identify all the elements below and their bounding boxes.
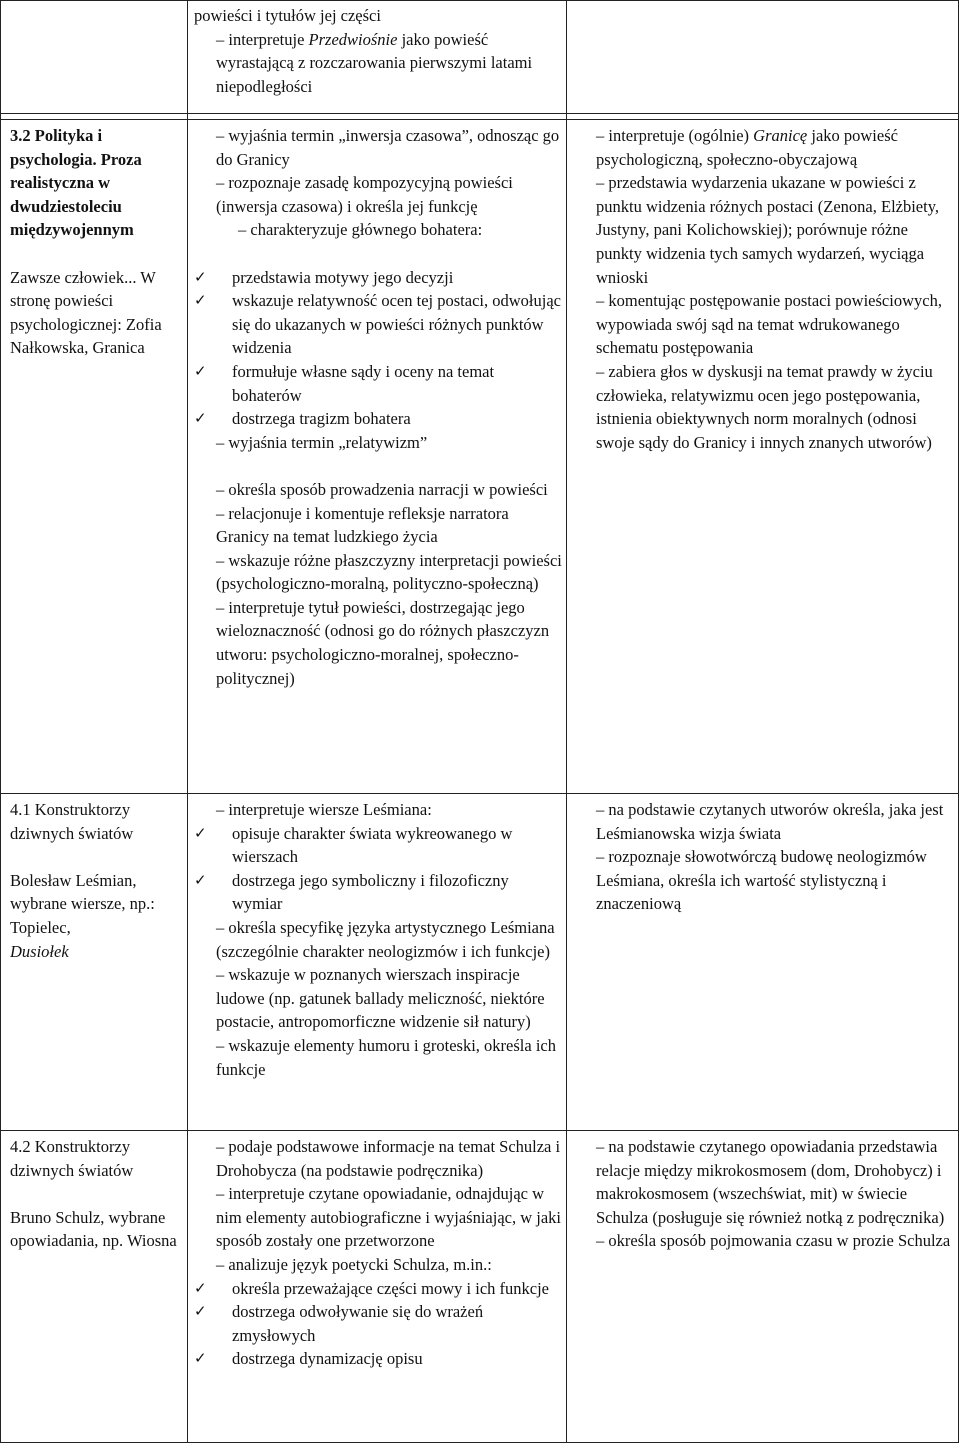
row1-extended-cell: [574, 124, 954, 792]
list-item: – rozpoznaje słowotwórczą budowę neologizmów Leśmiana, określa ich wartość stylistyczną i znaczeniową: [596, 847, 927, 914]
row0-text: powieści i tytułów jej części: [194, 6, 381, 25]
row0-basic-cell: [194, 4, 560, 112]
list-item: – na podstawie czytanych utworów określa, jaka jest Leśmianowska wizja świata: [596, 800, 944, 843]
checkmark-icon: ✓: [194, 1302, 207, 1321]
checkmark-icon: ✓: [194, 267, 207, 286]
section-subtitle: Bolesław Leśmian, wybrane wiersze, np.: Topielec,: [10, 870, 155, 937]
check-item: ✓ przedstawia motywy jego decyzji: [194, 266, 562, 290]
row3-section-cell: [10, 1135, 182, 1435]
row3-basic-cell: [194, 1135, 562, 1442]
list-item: – interpretuje tytuł powieści, dostrzegając jego wieloznaczność (odnosi go do różnych płaszczyzn utworu: psychologiczno-moralnej, społeczno-politycznej): [216, 597, 550, 688]
list-item: – na podstawie czytanego opowiadania przedstawia relacje między mikrokosmosem (dom, Drohobycz) i makrokosmosem (wszechświat, mit) w świecie Schulza (posługuje się również notką z podręcznika): [596, 1137, 945, 1227]
row2-section-cell: [10, 798, 182, 1128]
checkmark-icon: ✓: [194, 870, 207, 889]
check-item: ✓ określa przeważające części mowy i ich funkcje: [194, 1277, 562, 1301]
list-item: – wyjaśnia termin „inwersja czasowa”, odnosząc go do Granicy: [216, 126, 560, 169]
section-title: 4.1 Konstruktorzy dziwnych światów: [10, 800, 134, 843]
list-item: – interpretuje (ogólnie) Granicę jako powieść psychologiczną, społeczno-obyczajową: [596, 126, 898, 169]
list-item: – relacjonuje i komentuje refleksje narratora Granicy na temat ludzkiego życia: [216, 503, 509, 547]
row2-extended-cell: [574, 798, 954, 1128]
list-item: – określa sposób prowadzenia narracji w powieści: [216, 479, 548, 499]
list-item: – rozpoznaje zasadę kompozycyjną powieści (inwersja czasowa) i określa jej funkcję: [216, 173, 513, 216]
list-item: – wskazuje różne płaszczyzny interpretacji powieści (psychologiczno-moralną, polityczno-społeczną): [216, 550, 562, 594]
check-item: ✓ formułuje własne sądy i oceny na temat bohaterów: [194, 361, 495, 405]
list-item: – wskazuje w poznanych wierszach inspiracje ludowe (np. gatunek ballady meliczność, niektóre postacie, antropomorficzne widzenie sił natury): [216, 965, 545, 1032]
list-item: – interpretuje czytane opowiadanie, odnajdując w nim elementy autobiograficzne i wyjaśniając, w jaki sposób zostały one przetworzone: [216, 1184, 562, 1251]
section-title: 4.2 Konstruktorzy dziwnych światów: [10, 1137, 134, 1180]
check-item: ✓ dostrzega tragizm bohatera: [194, 407, 562, 431]
section-title: 3.2 Polityka i psychologia. Proza realistyczna w dwudziestoleciu międzywojennym: [10, 126, 142, 240]
list-item: – podaje podstawowe informacje na temat Schulza i Drohobycza (na podstawie podręcznika): [216, 1137, 561, 1180]
list-item: – określa specyfikę języka artystycznego Leśmiana (szczególnie charakter neologizmów i ich funkcje): [216, 917, 555, 961]
list-item: – komentując postępowanie postaci powieściowych, wypowiada swój sąd na temat wdrukowanego schematu postępowania: [596, 291, 942, 358]
checkmark-icon: ✓: [194, 1349, 207, 1368]
list-item: – określa sposób pojmowania czasu w prozie Schulza: [596, 1231, 951, 1251]
row1-section-cell: [10, 124, 182, 784]
list-item: – analizuje język poetycki Schulza, m.in.:: [216, 1254, 492, 1274]
row3-extended-cell: [574, 1135, 954, 1442]
section-subtitle: Bruno Schulz, wybrane opowiadania, np. Wiosna: [10, 1207, 177, 1251]
row0-text: – interpretuje Przedwiośnie jako powieść wyrastającą z rozczarowania pierwszymi latami niepodległości: [216, 29, 533, 96]
list-item: – wskazuje elementy humoru i groteski, określa ich funkcje: [216, 1035, 556, 1079]
section-subtitle-italic: Dusiołek: [10, 941, 69, 961]
check-item: ✓ wskazuje relatywność ocen tej postaci, odwołując się do ukazanych w powieści różnych punktów widzenia: [194, 291, 561, 358]
row2-basic-cell: [194, 798, 562, 1128]
checkmark-icon: ✓: [194, 291, 207, 310]
list-item: – wyjaśnia termin „relatywizm”: [216, 432, 428, 452]
check-item: ✓ dostrzega jego symboliczny i filozoficzny wymiar: [194, 870, 509, 914]
list-item: – interpretuje wiersze Leśmiana:: [216, 800, 432, 819]
row1-basic-cell: [194, 124, 562, 792]
list-item: – przedstawia wydarzenia ukazane w powieści z punktu widzenia różnych postaci (Zenona, Elżbiety, Justyny, pani Kolichowskiej); porównuje różne punkty widzenia tych samych wydarzeń, wyciąga wnioski: [596, 173, 940, 287]
list-item: – zabiera głos w dyskusji na temat prawdy w życiu człowieka, relatywizmu ocen jego postępowania, istnienia obiektywnych norm moralnych (odnosi swoje sądy do Granicy i innych znanych utworów): [596, 361, 933, 452]
checkmark-icon: ✓: [194, 1278, 207, 1297]
list-item: – charakteryzuje głównego bohatera:: [238, 220, 483, 240]
check-item: ✓ dostrzega dynamizację opisu: [194, 1347, 562, 1371]
checkmark-icon: ✓: [194, 409, 207, 428]
check-item: ✓ dostrzega odwoływanie się do wrażeń zmysłowych: [194, 1302, 484, 1345]
check-item: ✓ opisuje charakter świata wykreowanego w wierszach: [194, 823, 513, 867]
checkmark-icon: ✓: [194, 823, 207, 842]
section-subtitle: Zawsze człowiek... W stronę powieści psychologicznej: Zofia Nałkowska, Granica: [10, 267, 162, 358]
checkmark-icon: ✓: [194, 361, 207, 380]
